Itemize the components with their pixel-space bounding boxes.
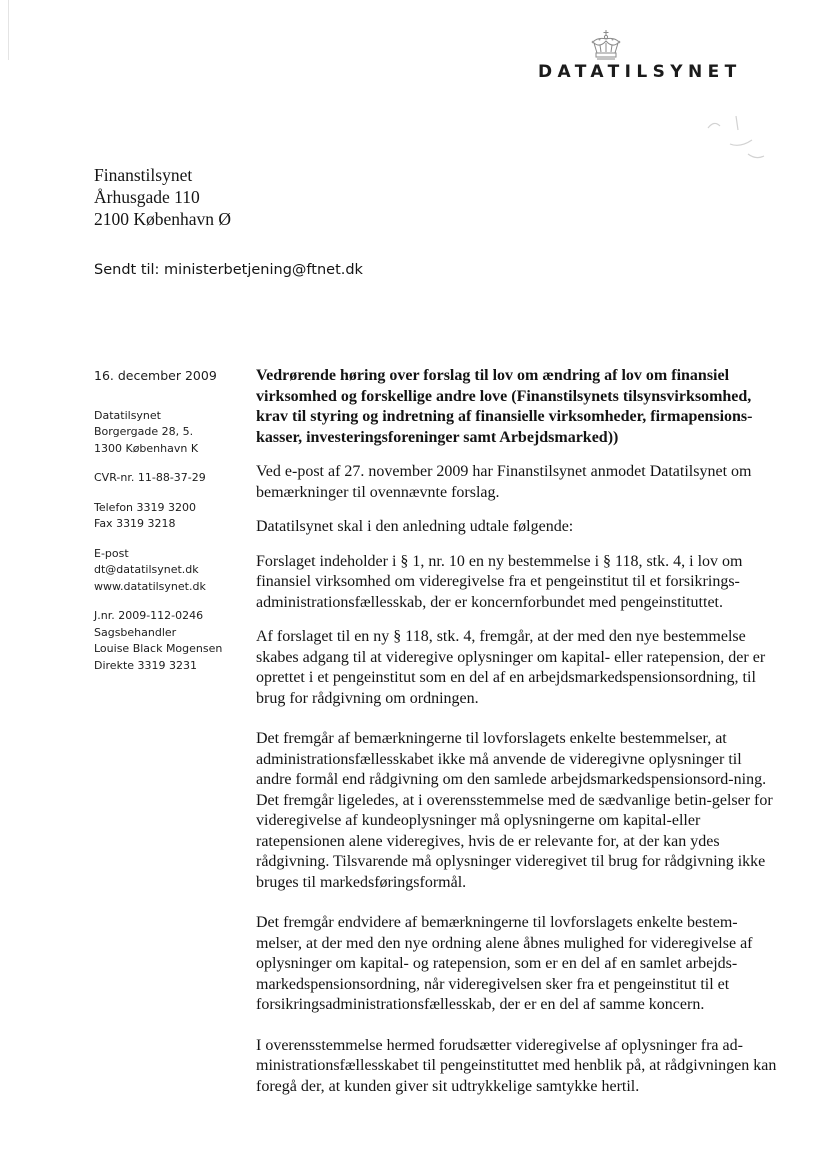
case-info: [94, 608, 244, 674]
logo-wordmark: DATATILSYNET: [538, 62, 742, 82]
paragraph: Af forslaget til en ny § 118, stk. 4, fremgår, at der med den nye bestemmelse skabes adgang til at videregive oplysninger om kapital- eller ratepension, der er oprettet i et pengeinstitut som en del af en arbejdsmarkedspensionsordning, til brug for rådgivning om ordningen.: [256, 628, 766, 707]
scan-marks: [700, 100, 770, 170]
phone-line: Telefon 3319 3200: [94, 500, 196, 514]
paragraph: Det fremgår endvidere af bemærkningerne til lovforslagets enkelte bestem-melser, at der med den nye ordning alene åbnes mulighed for videregivelse af oplysninger om kapital- og ratepension, som er en del af en samlet arbejds-markedspensionsordning, når videregivelsen sker fra et pengeinstitut til et forsikringsadministrationsfællesskab, der er en del af samme koncern.: [256, 914, 753, 1013]
recipient-line: Finanstilsynet: [94, 165, 193, 185]
recipient-line: Århusgade 110: [94, 187, 200, 207]
paragraph: Datatilsynet skal i den anledning udtale følgende:: [256, 518, 574, 535]
address-line: Borgergade 28, 5.: [94, 425, 194, 438]
letter-body: [256, 366, 778, 1111]
paragraph: Ved e-post af 27. november 2009 har Finanstilsynet anmodet Datatilsynet om bemærkninger til ovennævnte forslag.: [256, 463, 752, 501]
crown-icon: [588, 28, 624, 62]
address-line: 1300 København K: [94, 441, 199, 455]
subject-heading: Vedrørende høring over forslag til lov om ændring af lov om finansiel virksomhed og forskellige andre love (Finanstilsynets tilsynsvirksomhed, krav til styring og indretning af finansielle virksomheder, firmapensions-kasser, investeringsforeninger samt Arbejdsmarked)): [256, 367, 753, 446]
online-contact: [94, 546, 244, 596]
paragraph: Det fremgår af bemærkningerne til lovforslagets enkelte bestemmelser, at administrationsfællesskabet ikke må anvende de videregivne oplysninger til andre formål end rådgivning om den samlede arbejdsmarkedspensionsord-ning. Det fremgår ligeledes, at i overensstemmelse med de sædvanlige betin-gelser for videregivelse af kundeoplysninger må oplysningerne om kapital-eller ratepensionen alene videregives, hvis de er relevante for, at der kan ydes rådgivning. Tilsvarende må oplysninger videregivet til brug for rådgivning ikke bruges til markedsføringsformål.: [256, 730, 773, 891]
sender-info-column: [94, 368, 244, 687]
case-officer-name: Louise Black Mogensen: [94, 642, 223, 655]
direct-phone: Direkte 3319 3231: [94, 658, 198, 672]
letter-date: 16. december 2009: [94, 368, 217, 383]
cvr-number: [94, 470, 244, 487]
email-label: E-post: [94, 546, 129, 560]
sent-to-line: Sendt til: ministerbetjening@ftnet.dk: [94, 262, 363, 278]
address-line: Datatilsynet: [94, 408, 161, 422]
fax-line: Fax 3319 3218: [94, 517, 176, 530]
scan-edge: [8, 0, 9, 60]
cvr-line: CVR-nr. 11-88-37-29: [94, 471, 206, 484]
email-address: dt@datatilsynet.dk: [94, 563, 199, 576]
paragraph: I overensstemmelse hermed forudsætter videregivelse af oplysninger fra ad-ministrationsfællesskabet til pengeinstituttet med henblik på, at rådgivningen kan foregå der, at kunden giver sit udtrykkelige samtykke hertil.: [256, 1036, 777, 1095]
case-officer-label: Sagsbehandler: [94, 625, 177, 639]
sender-address: [94, 408, 244, 458]
recipient-address: [94, 164, 231, 230]
recipient-line: 2100 København Ø: [94, 209, 232, 229]
phone-block: [94, 500, 244, 533]
case-number: J.nr. 2009-112-0246: [94, 609, 204, 622]
paragraph: Forslaget indeholder i § 1, nr. 10 en ny bestemmelse i § 118, stk. 4, i lov om finansiel virksomhed om videregivelse fra et pengeinstitut til et forsikrings-administrationsfællesskab, der er koncernforbundet med pengeinstituttet.: [256, 552, 743, 611]
website: www.datatilsynet.dk: [94, 579, 206, 593]
